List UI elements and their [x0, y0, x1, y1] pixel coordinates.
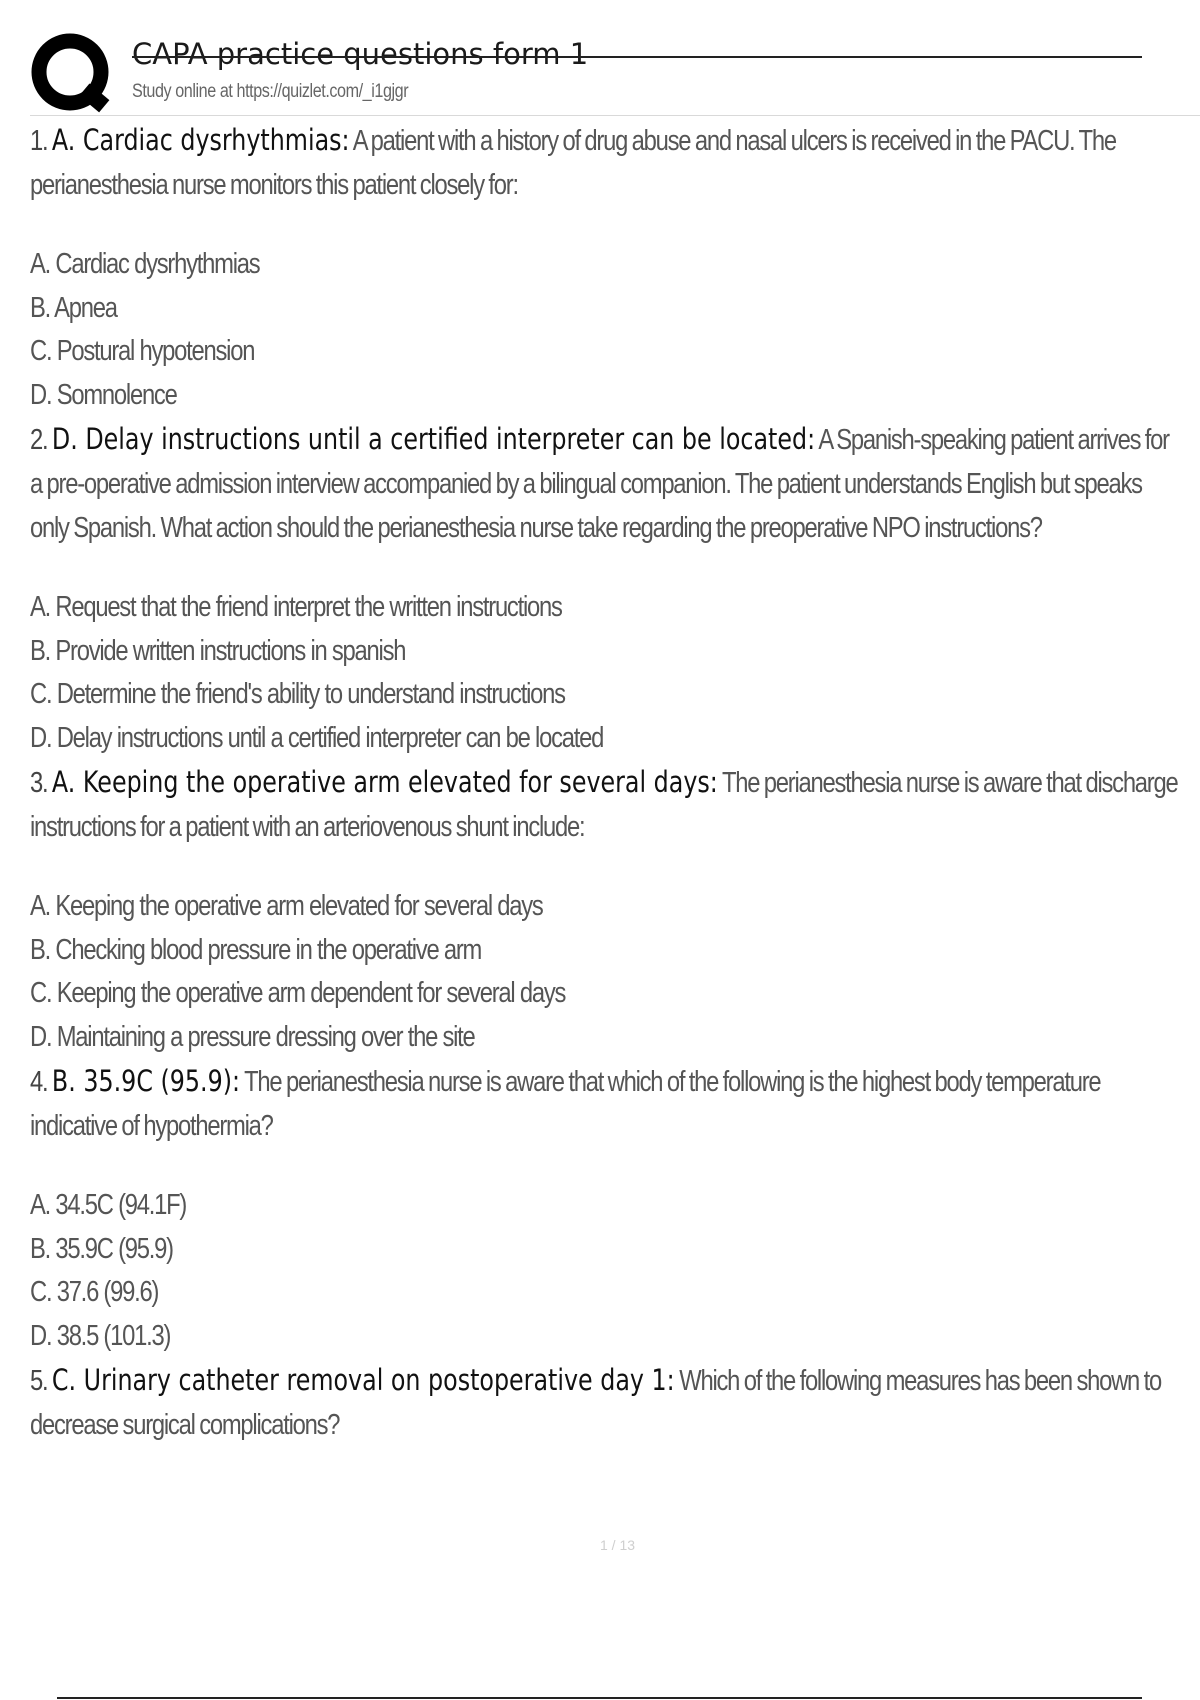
answer-option: A. Request that the friend interpret the written instructions — [30, 591, 562, 623]
answer-option: C. Postural hypotension — [30, 335, 255, 367]
study-online-link[interactable]: Study online at https://quizlet.com/_i1gjgr — [132, 81, 409, 102]
answer-option: D. Somnolence — [30, 378, 177, 411]
question-item — [30, 760, 1180, 1059]
question-stem — [30, 1059, 1180, 1148]
document-title: CAPA practice questions form 1 — [132, 37, 589, 71]
question-stem — [30, 760, 1180, 849]
header-divider — [30, 115, 1200, 116]
question-item — [30, 417, 1180, 760]
question-number: 5. — [30, 1365, 48, 1397]
answer-option: C. Determine the friend's ability to understand instructions — [30, 678, 565, 710]
answer-options — [30, 885, 1180, 1059]
question-number: 3. — [30, 767, 48, 799]
page-number: 1 / 13 — [599, 1537, 636, 1553]
answer-option: A. 34.5C (94.1F) — [30, 1189, 187, 1221]
question-text: A patient with a history of drug abuse and nasal ulcers is received in the PACU. The perianesthesia nurse monitors this patient closely for: — [30, 125, 1116, 201]
question-item — [30, 1059, 1180, 1358]
answer-option: A. Keeping the operative arm elevated for several days — [30, 890, 543, 922]
question-answer: B. 35.9C (95.9): — [51, 1064, 240, 1098]
question-number: 2. — [30, 424, 48, 456]
question-answer: C. Urinary catheter removal on postoperative day 1: — [51, 1363, 675, 1397]
question-text: Which of the following measures has been shown to decrease surgical complications? — [30, 1365, 1161, 1441]
answer-options — [30, 1184, 1180, 1358]
question-item — [30, 118, 1180, 417]
question-number: 4. — [30, 1066, 48, 1098]
answer-options — [30, 243, 1180, 417]
quizlet-logo-icon — [30, 30, 114, 114]
question-stem — [30, 118, 1180, 207]
question-answer: A. Cardiac dysrhythmias: — [51, 123, 350, 157]
answer-option: B. Provide written instructions in spanish — [30, 634, 406, 667]
question-text: The perianesthesia nurse is aware that discharge instructions for a patient with an arteriovenous shunt include: — [30, 767, 1178, 843]
answer-option: D. Maintaining a pressure dressing over the site — [30, 1020, 475, 1053]
answer-option: C. 37.6 (99.6) — [30, 1276, 159, 1308]
answer-option: A. Cardiac dysrhythmias — [30, 248, 260, 280]
answer-options — [30, 586, 1180, 760]
answer-option: D. 38.5 (101.3) — [30, 1319, 171, 1352]
answer-option: D. Delay instructions until a certified interpreter can be located — [30, 721, 604, 754]
question-list — [30, 118, 1180, 1447]
question-number: 1. — [30, 125, 48, 157]
answer-option: C. Keeping the operative arm dependent for several days — [30, 977, 566, 1009]
question-text: The perianesthesia nurse is aware that which of the following is the highest body temperature indicative of hypothermia? — [30, 1066, 1101, 1142]
question-answer: A. Keeping the operative arm elevated for several days: — [51, 765, 718, 799]
question-stem — [30, 417, 1180, 550]
answer-option: B. Apnea — [30, 291, 117, 324]
question-answer: D. Delay instructions until a certified interpreter can be located: — [51, 422, 816, 456]
question-item — [30, 1358, 1180, 1447]
question-stem — [30, 1358, 1180, 1447]
answer-option: B. 35.9C (95.9) — [30, 1232, 173, 1265]
footer-rule — [57, 1697, 1142, 1699]
answer-option: B. Checking blood pressure in the operative arm — [30, 933, 482, 966]
question-text: A Spanish-speaking patient arrives for a pre-operative admission interview accompanied by a bilingual companion. The patient understands English but speaks only Spanish. What action should the perianesthesia nurse take regarding the preoperative NPO instructions? — [30, 424, 1169, 544]
title-rule — [132, 56, 1142, 58]
